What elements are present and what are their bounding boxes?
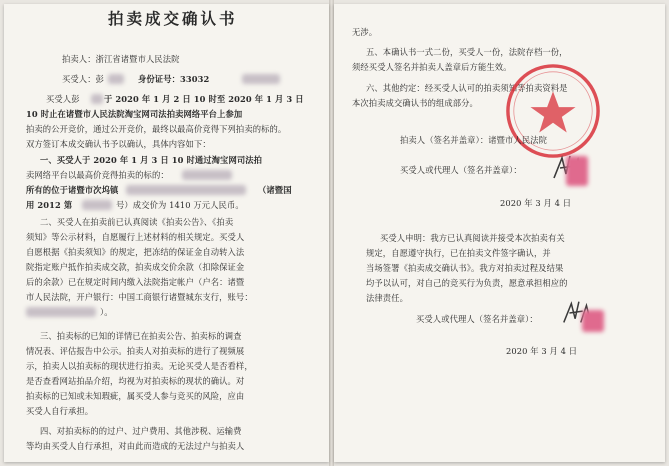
- para2-line2: 须知》等公示材料，自愿履行上述材料的相关规定。买受人: [26, 232, 245, 242]
- id-number-line: 身份证号：33032: [138, 74, 210, 84]
- para2-line1: 二、买受人在拍卖前已认真阅读《拍卖公告》、《拍卖: [40, 217, 234, 227]
- redacted-name: [108, 74, 124, 84]
- left-page: [4, 4, 329, 462]
- buyer-line: 买受人：彭: [62, 74, 104, 84]
- buyer-signature-line-1: 买受人或代理人（签名并盖章）：: [400, 165, 522, 175]
- redacted-owner: [182, 170, 232, 180]
- auctioneer-signature-line: 拍卖人（签名并盖章）：诸暨市人民法院: [400, 135, 547, 145]
- document-title: 拍卖成交确认书: [108, 9, 238, 28]
- para1-line1: 一、买受人于 2020 年 1 月 3 日 10 时通过淘宝网司法拍: [40, 155, 263, 165]
- statement-line5: 法律责任。: [366, 293, 408, 303]
- redacted-cert-no: [82, 200, 112, 210]
- auctioneer-line: 拍卖人：浙江省诸暨市人民法院: [62, 54, 180, 64]
- para2-line3: 自愿根据《拍卖须知》的规定，把冻结的保证金自动转入法: [26, 247, 245, 257]
- redacted-name-2: [91, 94, 103, 104]
- fingerprint-1: [566, 156, 588, 186]
- para4-line1: 四、对拍卖标的的过户、过户费用、其他涉税、运输费: [40, 426, 242, 436]
- statement-line2: 规定，自愿遵守执行，已在拍卖文件签字确认，并: [366, 248, 551, 258]
- para-intro-1b: 于 2020 年 1 月 2 日 10 时至 2020 年 1 月 3 日: [104, 94, 304, 104]
- para1-line4b: 号）成交价为 1410 万元人民币。: [116, 200, 244, 210]
- right-page: [334, 4, 665, 462]
- statement-line4: 均予以认可，对自己的竞买行为负责，愿意承担相应的: [366, 278, 568, 288]
- para3-line4: 是否查看网站拍品介绍，均视为对拍卖标的现状的确认。对: [26, 376, 245, 386]
- para6-line2: 本次拍卖成交确认书的组成部分。: [352, 98, 478, 108]
- para1-line3b: （诸暨国: [258, 185, 292, 195]
- statement-line1: 买受人申明：我方已认真阅读并接受本次拍卖有关: [380, 233, 565, 243]
- para3-line3: 示，拍卖人以拍卖标的现状进行拍卖。无论买受人是否看样，: [26, 361, 253, 371]
- para-intro-4: 双方签订本成交确认书予以确认，具体内容如下：: [26, 139, 211, 149]
- para2-line4: 院指定账户抵作拍卖成交款，拍卖成交价余款（扣除保证金: [26, 262, 245, 272]
- para5-line1: 五、本确认书一式二份，买受人一份，法院存档一份，: [366, 47, 568, 57]
- date-1: 2020 年 3 月 4 日: [500, 198, 572, 208]
- para2-line5: 后的余款）已在规定时间内缴入法院指定帐户（户名：诸暨: [26, 277, 245, 287]
- fingerprint-2: [582, 310, 604, 332]
- redacted-address: [126, 185, 246, 195]
- para-intro-1a: 买受人彭: [46, 94, 80, 104]
- buyer-signature-line-2: 买受人或代理人（签名并盖章）：: [416, 314, 538, 324]
- para1-line3a: 所有的位于诸暨市次坞镇: [26, 185, 119, 195]
- date-2: 2020 年 3 月 4 日: [506, 346, 578, 356]
- para6-line1: 六、其他约定：经买受人认可的拍卖须知等拍卖资料是: [366, 83, 568, 93]
- redacted-id: [242, 74, 280, 84]
- para3-line6: 买受人自行承担。: [26, 406, 94, 416]
- para1-line4a: 用 2012 第: [26, 200, 73, 210]
- para4-end: 无涉。: [352, 27, 378, 37]
- para-intro-3: 拍卖的公开竞价，通过公开竞价，最终以最高价竞得下列拍卖的标的。: [26, 124, 287, 134]
- para3-line5: 拍卖标的已知或未知瑕疵，属买受人参与竞买的风险，应由: [26, 391, 245, 401]
- statement-line3: 当场签署《拍卖成交确认书》。我方对拍卖过程及结果: [366, 263, 564, 273]
- para3-line1: 三、拍卖标的已知的详情已在拍卖公告、拍卖标的调查: [40, 331, 242, 341]
- para4-line2: 等均由买受人自行承担，对由此而造成的无法过户与拍卖人: [26, 441, 245, 451]
- para5-line2: 须经买受人签名并拍卖人盖章后方能生效。: [352, 62, 512, 72]
- para1-line2: 卖网络平台以最高价竞得拍卖的标的：: [26, 170, 169, 180]
- para2-line6: 市人民法院，开户银行：中国工商银行诸暨城东支行，账号：: [26, 292, 253, 302]
- redacted-account: [26, 307, 96, 317]
- para-intro-2: 10 时止在诸暨市人民法院淘宝网司法拍卖网络平台上参加: [26, 109, 243, 119]
- para3-line2: 情况表、评估报告中公示。拍卖人对拍卖标的进行了视频展: [26, 346, 245, 356]
- para2-line7: ）。: [100, 307, 113, 317]
